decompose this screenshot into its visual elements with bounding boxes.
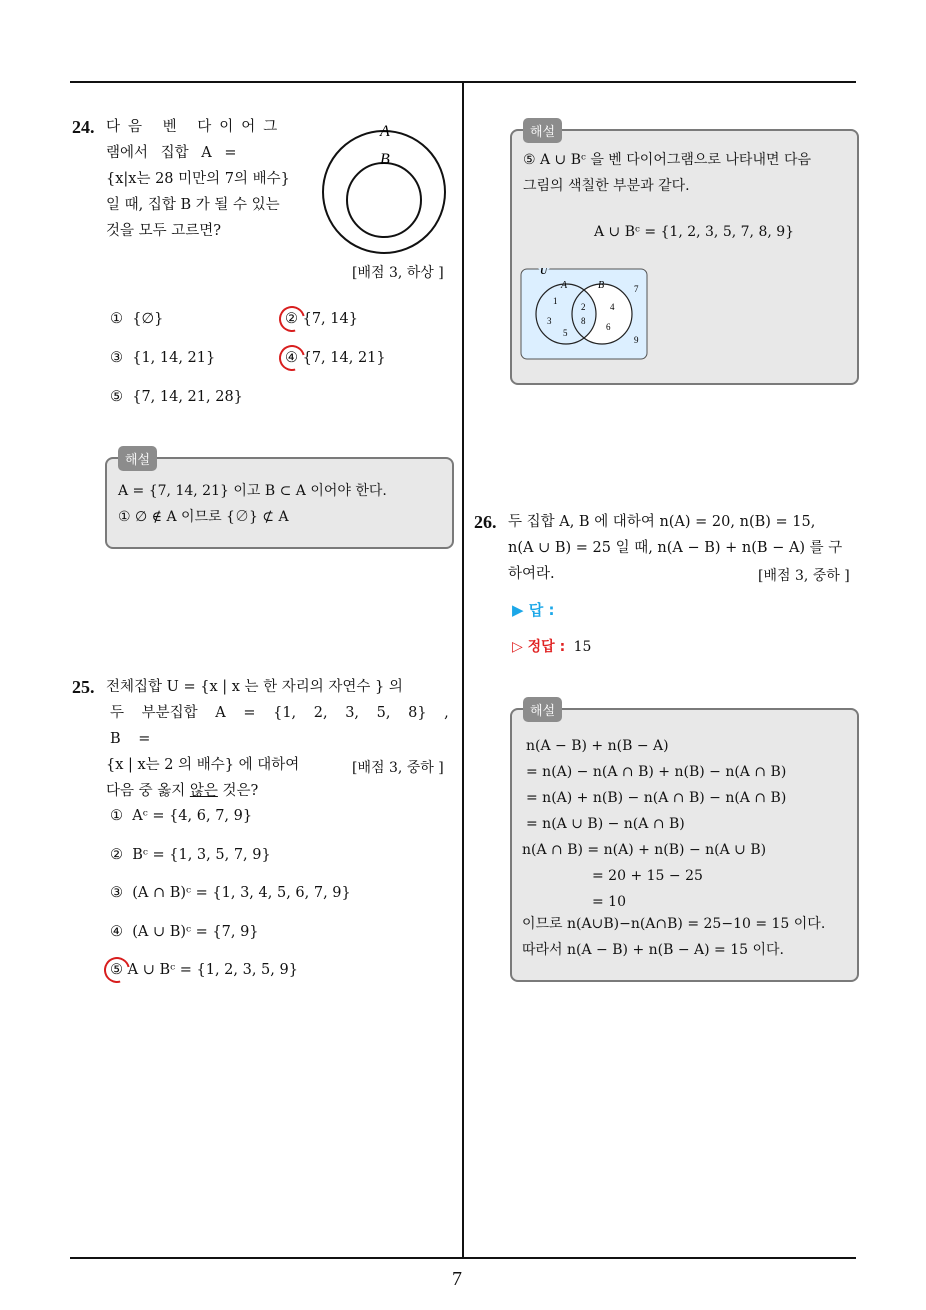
venn-universe-label: U	[540, 268, 548, 277]
q25-number: 25.	[72, 677, 95, 697]
column-divider	[462, 81, 464, 1259]
solution-line: = n(A) + n(B) − n(A ∩ B) − n(A ∩ B)	[526, 790, 787, 806]
solution-line: A = {7, 14, 21} 이고 B ⊂ A 이어야 한다.	[118, 483, 387, 499]
venn-element: 9	[634, 335, 639, 345]
q25-solution-venn	[520, 268, 648, 360]
choice-number: ⑤	[110, 389, 123, 405]
q24-line: {x|x는 28 미만의 7의 배수}	[106, 171, 290, 187]
solution-line: ① ∅ ∉ A 이므로 {∅} ⊄ A	[118, 509, 289, 525]
q25-line: 전체집합 U = {x | x 는 한 자리의 자연수 } 의	[106, 679, 403, 695]
solution-line: n(A − B) + n(B − A)	[526, 738, 669, 754]
choice-number: ①	[110, 808, 123, 824]
q24-correct-mark-2	[274, 301, 310, 337]
choice-text: {∅}	[132, 311, 164, 327]
q24-line: 다음 벤 다이어그	[106, 119, 286, 135]
venn-element: 1	[553, 296, 558, 306]
q24-line: 램에서 집합 A =	[106, 145, 237, 161]
choice-text: (A ∪ B)ᶜ = {7, 9}	[132, 924, 259, 940]
q24-venn-diagram	[318, 118, 450, 258]
q24-correct-mark-4	[274, 340, 310, 376]
q24-solution-tag: 해설	[118, 446, 157, 471]
q25-line-last	[106, 778, 454, 804]
q26-line: n(A ∪ B) = 25 일 때, n(A − B) + n(B − A) 를 구	[508, 540, 843, 556]
q26-line: 두 집합 A, B 에 대하여 n(A) = 20, n(B) = 15,	[508, 514, 816, 530]
venn-element: 2	[581, 302, 586, 312]
solution-line: 이므로 n(A∪B)−n(A∩B) = 25−10 = 15 이다.	[522, 916, 826, 932]
choice-text: {7, 14}	[302, 311, 358, 327]
venn-element: 7	[634, 284, 639, 294]
solution-line: = n(A) − n(A ∩ B) + n(B) − n(A ∩ B)	[526, 764, 787, 780]
choice-text: (A ∩ B)ᶜ = {1, 3, 4, 5, 6, 7, 9}	[132, 885, 351, 901]
choice-number: ①	[110, 311, 123, 327]
q26-points: [배점 3, 중하 ]	[758, 568, 850, 584]
q26-correct-value: 15	[573, 639, 592, 655]
solution-line: n(A ∩ B) = n(A) + n(B) − n(A ∪ B)	[522, 842, 767, 858]
q25-points: [배점 3, 중하 ]	[352, 760, 444, 776]
solution-line: = 20 + 15 − 25	[592, 868, 703, 884]
q24-line: 것을 모두 고르면?	[106, 223, 222, 239]
q26-correct-line	[512, 636, 591, 656]
q25-correct-mark-5	[99, 952, 135, 988]
solution-line: = 10	[592, 894, 626, 910]
venn-element: 6	[606, 322, 611, 332]
q25-line-part: 것은?	[217, 783, 259, 799]
venn-inner-circle	[347, 163, 421, 237]
choice-text: {7, 14, 21}	[302, 350, 386, 366]
choice-text: Aᶜ = {4, 6, 7, 9}	[132, 808, 253, 824]
venn-set-a-label: A	[561, 280, 568, 291]
choice-number: ④	[110, 924, 123, 940]
q25-text	[106, 674, 454, 804]
q25-solution-tag: 해설	[523, 118, 562, 143]
q25-line: {x | x는 2 의 배수} 에 대하여	[106, 757, 300, 773]
q26-number: 26.	[474, 512, 497, 532]
q25-choice-1[interactable]	[110, 808, 252, 824]
q25-choice-3[interactable]	[110, 885, 351, 901]
q25-underlined-word: 않은	[189, 783, 218, 799]
choice-number: ②	[285, 311, 298, 327]
q26-line: 하여라.	[508, 566, 555, 582]
venn-element: 8	[581, 316, 586, 326]
q25-choice-5[interactable]	[110, 962, 298, 978]
q24-number: 24.	[72, 117, 95, 137]
solution-line: = n(A ∪ B) − n(A ∩ B)	[526, 816, 685, 832]
q26-answer-label: ▶ 답 :	[512, 601, 555, 619]
solution-line: ⑤ A ∪ Bᶜ 을 벤 다이어그램으로 나타내면 다음	[523, 152, 811, 168]
q24-points: [배점 3, 하상 ]	[352, 265, 444, 281]
solution-line: 그림의 색칠한 부분과 같다.	[523, 178, 690, 194]
venn-element: 3	[547, 316, 552, 326]
q25-solution-formula: A ∪ Bᶜ = {1, 2, 3, 5, 7, 8, 9}	[594, 224, 795, 240]
q24-text	[106, 114, 296, 244]
page-number: 7	[452, 1268, 462, 1290]
choice-text: {7, 14, 21, 28}	[132, 389, 243, 405]
q25-solution-text	[523, 147, 811, 199]
q24-line: 일 때, 집합 B 가 될 수 있는	[106, 197, 280, 213]
venn-set-b-label: B	[598, 280, 605, 291]
q25-choice-2[interactable]	[110, 847, 271, 863]
q25-choice-4[interactable]	[110, 924, 259, 940]
q24-choice-3[interactable]	[110, 350, 215, 366]
choice-text: A ∪ Bᶜ = {1, 2, 3, 5, 9}	[127, 962, 298, 978]
q25-line: 두 부분집합 A = {1, 2, 3, 5, 8} , B =	[110, 705, 449, 747]
venn-element: 5	[563, 328, 568, 338]
choice-text: {1, 14, 21}	[132, 350, 216, 366]
q24-choice-1[interactable]	[110, 311, 163, 327]
venn-outer-circle	[323, 131, 445, 253]
choice-number: ③	[110, 350, 123, 366]
q25-line-part: 다음 중 옳지	[106, 783, 190, 799]
choice-number: ⑤	[110, 962, 123, 978]
venn-inner-label: B	[380, 151, 390, 168]
choice-number: ③	[110, 885, 123, 901]
choice-number: ④	[285, 350, 298, 366]
q26-solution-text	[522, 733, 826, 963]
q24-solution-text	[118, 478, 387, 530]
solution-line: 따라서 n(A − B) + n(B − A) = 15 이다.	[522, 942, 784, 958]
q24-choice-5[interactable]	[110, 389, 243, 405]
q26-solution-tag: 해설	[523, 697, 562, 722]
venn-element: 4	[610, 302, 615, 312]
choice-text: Bᶜ = {1, 3, 5, 7, 9}	[132, 847, 271, 863]
q26-correct-label: ▷ 정답 :	[512, 639, 566, 655]
choice-number: ②	[110, 847, 123, 863]
venn-outer-label: A	[380, 123, 390, 140]
bottom-rule	[70, 1257, 856, 1259]
